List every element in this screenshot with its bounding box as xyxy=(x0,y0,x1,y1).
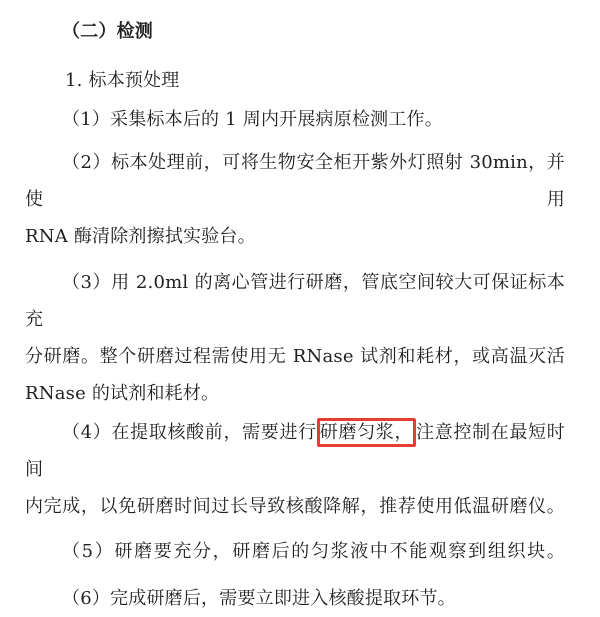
text-segment: RNA 酶清除剂擦拭实验台。 xyxy=(25,226,256,247)
text-line xyxy=(25,533,565,570)
text-segment: 分研磨。整个研磨过程需使用无 RNase 试剂和耗材，或高温灭活 xyxy=(25,346,565,367)
text-line xyxy=(25,144,565,218)
text-segment: （3）用 2.0ml 的离心管进行研磨，管底空间较大可保证标本充 xyxy=(25,272,565,330)
paragraph xyxy=(25,144,565,255)
paragraph xyxy=(25,264,565,412)
paragraph xyxy=(25,414,565,525)
paragraph xyxy=(25,580,565,617)
paragraph xyxy=(25,533,565,570)
text-line xyxy=(25,338,565,375)
text-segment: 内完成，以免研磨时间过长导致核酸降解，推荐使用低温研磨仪。 xyxy=(25,496,565,517)
text-line xyxy=(25,580,565,617)
highlight-box: 研磨匀浆， xyxy=(317,418,416,447)
paragraph xyxy=(25,101,565,138)
text-line xyxy=(25,264,565,338)
text-line xyxy=(25,375,565,412)
text-segment: （4）在提取核酸前，需要进行 xyxy=(62,422,317,443)
text-line xyxy=(25,414,565,488)
subsection-title: 1. 标本预处理 xyxy=(65,70,180,91)
text-line xyxy=(25,101,565,138)
text-segment: （2）标本处理前，可将生物安全柜开紫外灯照射 30min，并使用 xyxy=(25,152,565,210)
text-line xyxy=(25,218,565,255)
document-body xyxy=(25,101,565,617)
text-segment: RNase 的试剂和耗材。 xyxy=(25,383,220,404)
section-heading: （二）检测 xyxy=(62,21,153,42)
text-line xyxy=(25,488,565,525)
text-segment: （1）采集标本后的 1 周内开展病原检测工作。 xyxy=(62,109,443,130)
text-segment: 注意控制在最短时间 xyxy=(25,422,565,480)
text-segment: （6）完成研磨后，需要立即进入核酸提取环节。 xyxy=(62,588,456,609)
text-segment: （5）研磨要充分，研磨后的匀浆液中不能观察到组织块。 xyxy=(62,541,565,562)
